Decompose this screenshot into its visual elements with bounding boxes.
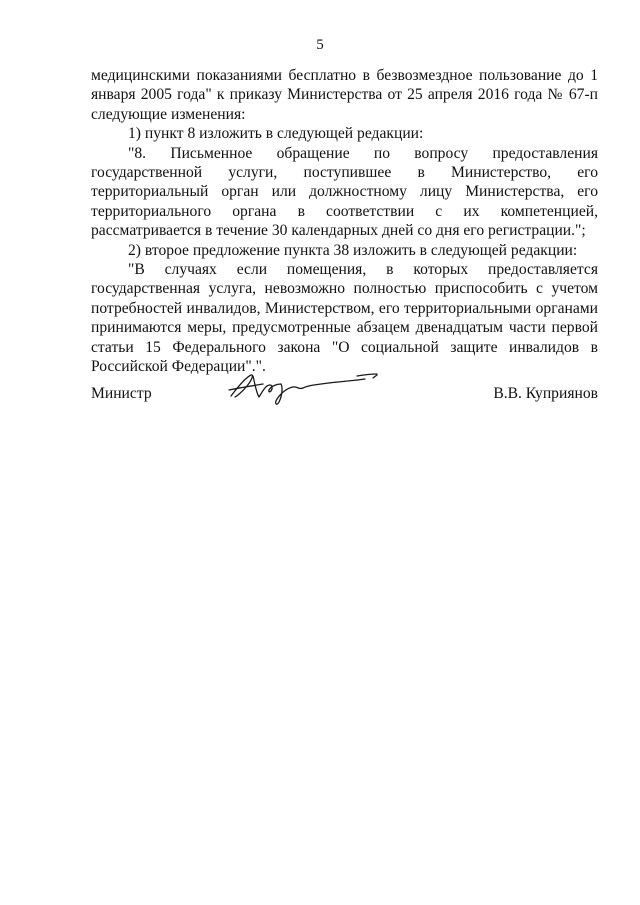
signatory-title: Министр <box>91 385 152 402</box>
paragraph-point-8-text: "8. Письменное обращение по вопросу предоставления государственной услуги, поступившее в Министерство, его территориальный орган или должностному лицу Министерства, его территориального органа в соответствии с их компетенцией, рассматривается в течение 30 календарных дней со дня его регистрации."; <box>91 144 598 240</box>
page-number: 5 <box>316 37 324 53</box>
document-body <box>91 66 598 377</box>
handwritten-signature <box>225 366 390 408</box>
signature-block <box>91 380 598 404</box>
paragraph-point-38-text: "В случаях если помещения, в которых предоставляется государственная услуга, невозможно полностью приспособить с учетом потребностей инвалидов, Министерством, его территориальными органами принимаются меры, предусмотренные абзацем двенадцатым части первой статьи 15 Федерального закона "О социальной защите инвалидов в Российской Федерации".". <box>91 261 598 376</box>
paragraph-item-1: 1) пункт 8 изложить в следующей редакции: <box>128 125 424 143</box>
paragraph-continuation: медицинскими показаниями бесплатно в безвозмездное пользование до 1 января 2005 года" к приказу Министерства от 25 апреля 2016 года № 67-п следующие изменения: <box>91 67 598 123</box>
signatory-name: В.В. Куприянов <box>493 385 598 402</box>
paragraph-item-2: 2) второе предложение пункта 38 изложить в следующей редакции: <box>128 241 578 259</box>
